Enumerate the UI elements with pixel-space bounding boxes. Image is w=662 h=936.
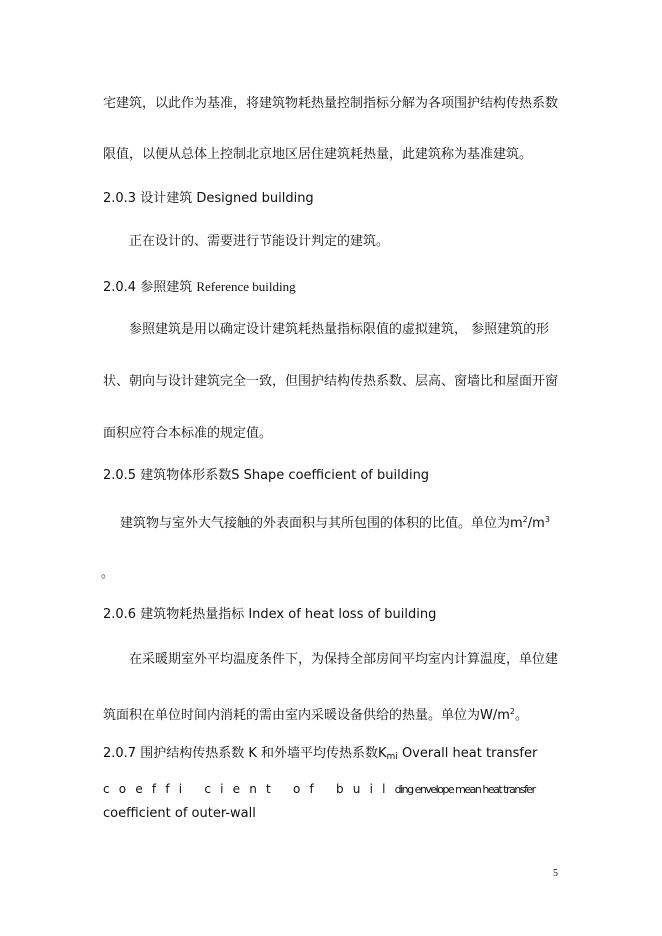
text: 。 <box>515 708 529 723</box>
paragraph-line: 限值，以便从总体上控制北京地区居住建筑耗热量，此建筑称为基准建筑。 <box>103 147 533 162</box>
text: /m <box>527 516 545 531</box>
text: Overall heat transfer <box>397 746 538 761</box>
page-number: 5 <box>553 868 558 879</box>
superscript: 3 <box>544 515 550 524</box>
section-heading-2-0-7 <box>103 746 537 765</box>
heading-continuation: coefficient of outer-wall <box>103 806 256 821</box>
paragraph-line <box>103 704 528 724</box>
superscript: 2 <box>509 707 515 716</box>
subscript: mi <box>386 752 398 762</box>
section-heading-2-0-5: 2.0.5 建筑物体形系数S Shape coefficient of building <box>103 468 430 483</box>
section-heading-2-0-4 <box>103 279 296 296</box>
paragraph-line: 面积应符合本标准的规定值。 <box>103 426 273 441</box>
paragraph-line: 状、朝向与设计建筑完全一致，但围护结构传热系数、层高、窗墙比和屋面开窗 <box>103 374 559 389</box>
text: 2.0.7 围护结构传热系数 K 和外墙平均传热系数K <box>103 746 387 761</box>
paragraph-line: 宅建筑，以此作为基准，将建筑物耗热量控制指标分解为各项围护结构传热系数 <box>103 96 559 111</box>
text: coeffi cient of buil <box>103 782 395 796</box>
paragraph-line <box>120 512 550 532</box>
heading-english: Reference building <box>196 279 296 294</box>
paragraph-line: 在采暖期室外平均温度条件下，为保持全部房间平均室内计算温度，单位建 <box>129 652 559 667</box>
text: ding envelope mean heat transfer <box>394 783 535 796</box>
paragraph-line: 参照建筑是用以确定设计建筑耗热量指标限值的虚拟建筑， 参照建筑的形 <box>129 322 550 337</box>
section-heading-2-0-3: 2.0.3 设计建筑 Designed building <box>103 191 314 206</box>
paragraph-line: 正在设计的、需要进行节能设计判定的建筑。 <box>129 234 390 249</box>
text: 建筑物与室外大气接触的外表面积与其所包围的体积的比值。单位为m <box>120 516 523 531</box>
superscript: 2 <box>522 515 528 524</box>
heading-continuation <box>103 781 535 798</box>
text: 筑面积在单位时间内消耗的需由室内采暖设备供给的热量。单位为W/m <box>103 708 510 723</box>
paragraph-line: 。 <box>101 566 115 581</box>
heading-text: 2.0.4 参照建筑 <box>103 280 197 295</box>
section-heading-2-0-6: 2.0.6 建筑物耗热量指标 Index of heat loss of building <box>103 607 437 622</box>
